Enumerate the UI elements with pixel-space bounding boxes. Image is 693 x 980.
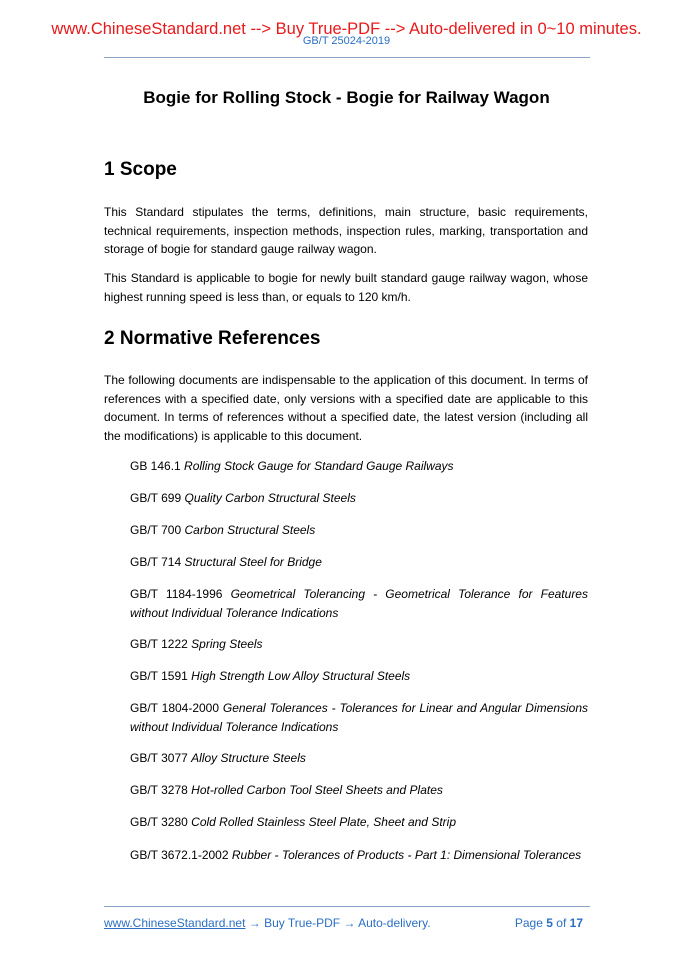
header-divider <box>104 57 590 58</box>
reference-title: High Strength Low Alloy Structural Steels <box>191 669 411 683</box>
reference-title: Quality Carbon Structural Steels <box>184 491 356 505</box>
reference-title: Geometrical Tolerancing - Geometrical Tolerance for Features without Individual Tolerance Indications <box>130 587 588 620</box>
reference-code: GB/T 3077 <box>130 751 188 765</box>
document-title: Bogie for Rolling Stock - Bogie for Railway Wagon <box>143 88 550 107</box>
reference-item <box>130 749 588 768</box>
reference-title: Carbon Structural Steels <box>184 523 316 537</box>
reference-item <box>130 489 588 508</box>
reference-item <box>130 553 588 572</box>
reference-code: GB/T 1184-1996 <box>130 587 223 601</box>
reference-title: Cold Rolled Stainless Steel Plate, Sheet and Strip <box>191 815 456 829</box>
reference-code: GB/T 3280 <box>130 815 188 829</box>
reference-title: Alloy Structure Steels <box>191 751 306 765</box>
reference-item <box>130 521 588 540</box>
page-number: 5 <box>546 916 553 930</box>
reference-code: GB/T 3278 <box>130 783 188 797</box>
reference-code: GB/T 3672.1-2002 <box>130 848 229 862</box>
scope-paragraph-1: This Standard stipulates the terms, definitions, main structure, basic requirements, technical requirements, inspection methods, inspection rules, marking, transportation and storage of bogie for standard gauge railway wagon. <box>104 205 588 256</box>
reference-code: GB/T 714 <box>130 555 182 569</box>
scope-paragraph-2: This Standard is applicable to bogie for newly built standard gauge railway wagon, whose highest running speed is less than, or equals to 120 km/h. <box>104 271 588 304</box>
reference-code: GB/T 1591 <box>130 669 188 683</box>
reference-code: GB 146.1 <box>130 459 181 473</box>
page-total: 17 <box>569 916 583 930</box>
reference-code: GB/T 699 <box>130 491 182 505</box>
reference-item <box>130 813 588 832</box>
reference-code: GB/T 1222 <box>130 637 188 651</box>
reference-title: Rolling Stock Gauge for Standard Gauge Railways <box>184 459 454 473</box>
reference-title: General Tolerances - Tolerances for Linear and Angular Dimensions without Individual Tolerance Indications <box>130 701 589 734</box>
reference-code: GB/T 700 <box>130 523 182 537</box>
page-label: Page <box>514 916 543 930</box>
reference-title: Structural Steel for Bridge <box>184 555 322 569</box>
normative-references-intro: The following documents are indispensable to the application of this document. In terms of references with a specified date, only versions with a specified date are applicable to this document. In terms of references without a specified date, the latest version (including all the modifications) is applicable to this document. <box>104 373 588 443</box>
section-heading-normative-references: 2 Normative References <box>104 328 321 349</box>
reference-item <box>130 667 588 686</box>
reference-title: Spring Steels <box>191 637 263 651</box>
reference-item <box>130 457 588 476</box>
of-label: of <box>556 916 567 930</box>
footer-link-text[interactable]: → Buy True-PDF → Auto-delivery. <box>245 916 431 930</box>
reference-item <box>130 846 588 865</box>
footer-divider <box>104 906 590 907</box>
page-indicator <box>515 916 583 930</box>
footer-url[interactable]: www.ChineseStandard.net <box>104 916 246 930</box>
reference-title: Rubber - Tolerances of Products - Part 1: Dimensional Tolerances <box>231 848 582 862</box>
section-heading-scope: 1 Scope <box>104 159 177 180</box>
reference-item <box>130 635 588 654</box>
reference-item <box>130 699 588 736</box>
footer-link[interactable] <box>104 916 431 930</box>
header-banner[interactable]: www.ChineseStandard.net --> Buy True-PDF --> Auto-delivered in 0~10 minutes. <box>51 20 642 38</box>
reference-title: Hot-rolled Carbon Tool Steel Sheets and Plates <box>191 783 443 797</box>
reference-item <box>130 781 588 800</box>
reference-item <box>130 585 588 622</box>
reference-code: GB/T 1804-2000 <box>130 701 220 715</box>
document-code: GB/T 25024-2019 <box>302 35 391 47</box>
